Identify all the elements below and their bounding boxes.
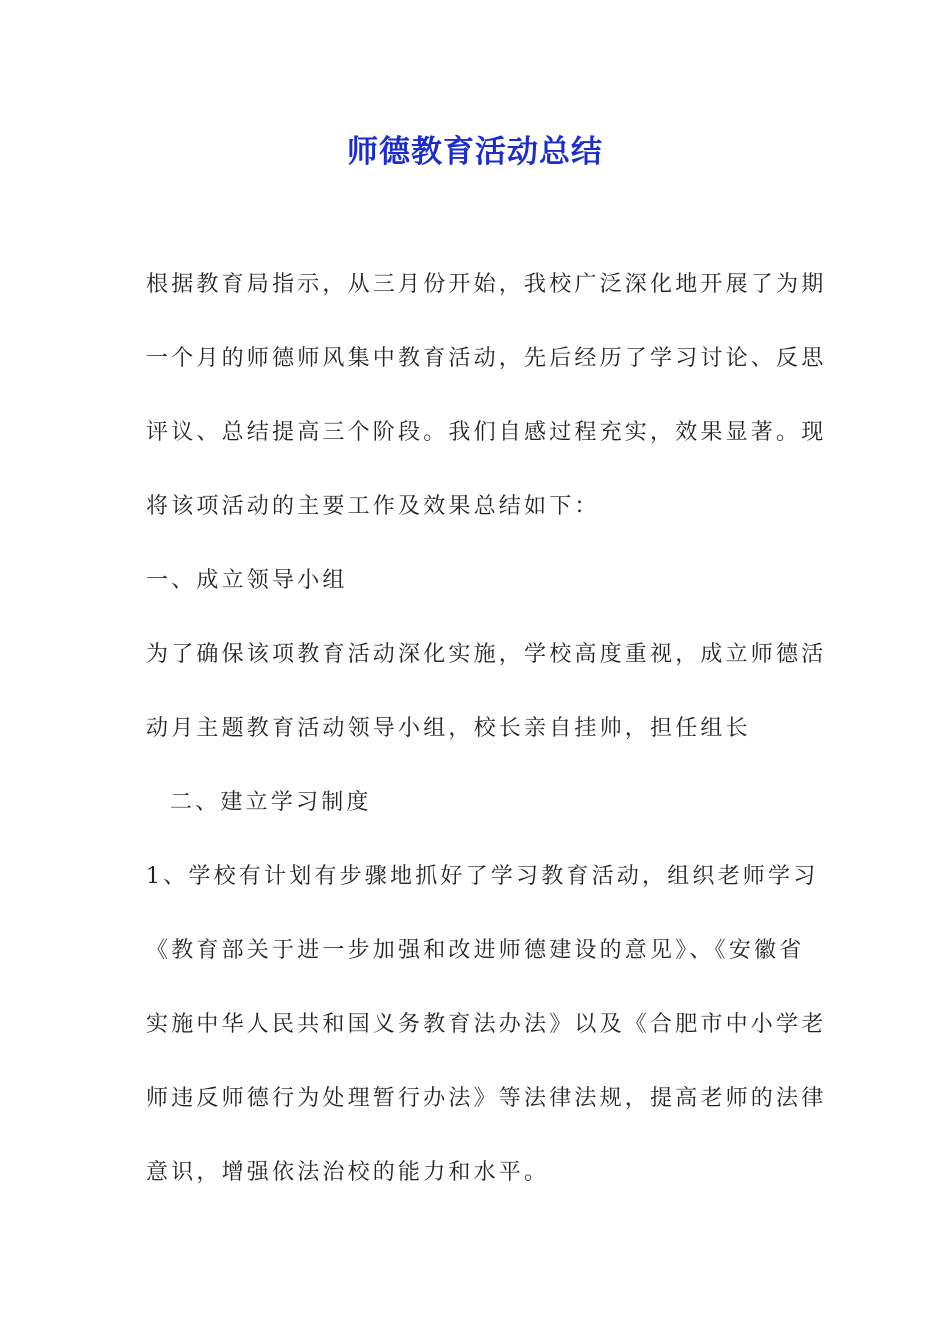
text-line: 一个月的师德师风集中教育活动，先后经历了学习讨论、反思 xyxy=(146,346,827,371)
text-line: 《教育部关于进一步加强和改进师德建设的意见》、《安徽省 xyxy=(146,938,805,963)
text-line: 师违反师德行为处理暂行办法》等法律法规，提高老师的法律 xyxy=(146,1086,827,1111)
document-title: 师德教育活动总结 xyxy=(347,134,603,170)
text-line: 意识，增强依法治校的能力和水平。 xyxy=(146,1160,550,1185)
text-line: 动月主题教育活动领导小组，校长亲自挂帅，担任组长 xyxy=(146,716,751,741)
intro-paragraph xyxy=(146,248,827,544)
section-heading-leadership-group xyxy=(146,544,806,618)
text-line: 为了确保该项教育活动深化实施，学校高度重视，成立师德活 xyxy=(146,642,827,667)
text-line: 将该项活动的主要工作及效果总结如下： xyxy=(146,494,600,519)
text-line: 评议、总结提高三个阶段。我们自感过程充实，效果显著。现 xyxy=(146,420,827,445)
section-paragraph-study-system xyxy=(146,840,827,1210)
text-line: 1、学校有计划有步骤地抓好了学习教育活动，组织老师学习 xyxy=(146,864,819,889)
section-heading-study-system xyxy=(170,766,830,840)
section-heading: 一、成立领导小组 xyxy=(146,568,348,593)
text-line: 实施中华人民共和国义务教育法办法》以及《合肥市中小学老 xyxy=(146,1012,827,1037)
text-line: 根据教育局指示，从三月份开始，我校广泛深化地开展了为期 xyxy=(146,272,827,297)
section-paragraph-leadership-group xyxy=(146,618,827,766)
section-heading: 二、建立学习制度 xyxy=(170,790,372,815)
